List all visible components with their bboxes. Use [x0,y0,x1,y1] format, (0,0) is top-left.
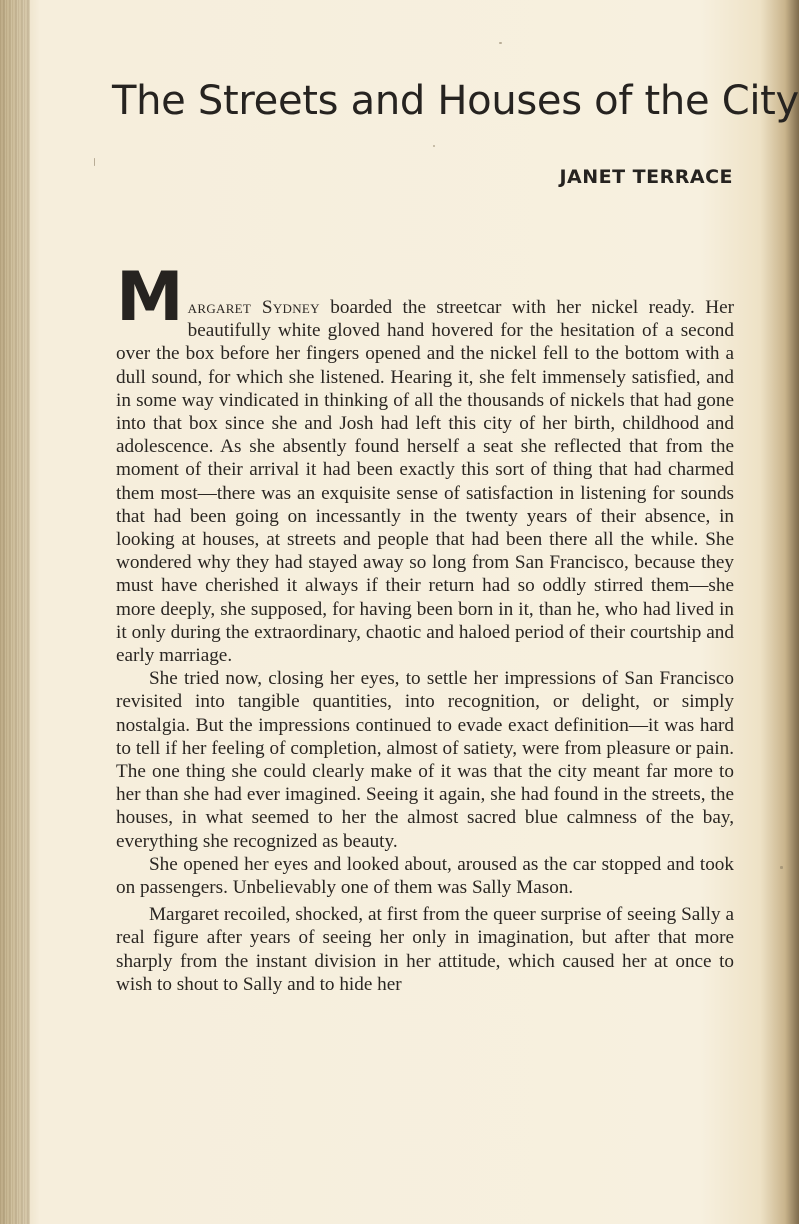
story-title: The Streets and Houses of the City [112,78,799,124]
paper-speck [94,158,95,166]
drop-cap: M [116,258,184,337]
paragraph-4: Margaret recoiled, shocked, at first from the queer surprise of seeing Sally a real figure after years of seeing her only in imagination, but after that more sharply from the instant division in her attitude, which caused her at once to wish to shout to Sally and to hide her [116,904,734,995]
paper-speck [433,145,435,147]
paper-speck [780,866,783,869]
author-name: JANET TERRACE [559,166,733,188]
opening-small-caps: argaret Sydney [187,297,320,318]
book-spine-shadow [0,0,30,1224]
paragraph-1 [116,258,734,667]
paragraph-3: She opened her eyes and looked about, aroused as the car stopped and took on passengers. Unbelievably one of them was Sally Mason. [116,853,734,899]
paper-speck [499,42,502,44]
story-body [116,258,734,996]
paragraph-1-text: boarded the streetcar with her nickel ready. Her beautifully white gloved hand hovered for the hesitation of a second over the box before her fingers opened and the nickel fell to the bottom with a dull sound, for which she listened. Hearing it, she felt immensely satisfied, and in some way vindicated in thinking of all the thousands of nickels that had gone into that box since she and Josh had left this city of her birth, childhood and adolescence. As she absently found herself a seat she reflected that from the moment of their arrival it had been exactly this sort of thing that had charmed them most—there was an exquisite sense of satisfaction in listening for sounds that had been going on incessantly in the twenty years of their absence, in looking at houses, at streets and people that had been there all the while. She wondered why they had stayed away so long from San Francisco, because they must have cherished it always if their return had so oddly stirred them—she more deeply, she supposed, for having been born in it, than he, who had lived in it only during the extraordinary, chaotic and haloed period of their courtship and early marriage. [116,297,734,667]
paragraph-2: She tried now, closing her eyes, to settle her impressions of San Francisco revisited into tangible quantities, into recognition, or delight, or simply nostalgia. But the impressions continued to evade exact definition—it was hard to tell if her feeling of completion, almost of satiety, were from pleasure or pain. The one thing she could clearly make of it was that the city meant far more to her than she had ever imagined. Seeing it again, she had found in the streets, the houses, in what seemed to her the almost sacred blue calmness of the bay, everything she recognized as beauty. [116,668,734,852]
